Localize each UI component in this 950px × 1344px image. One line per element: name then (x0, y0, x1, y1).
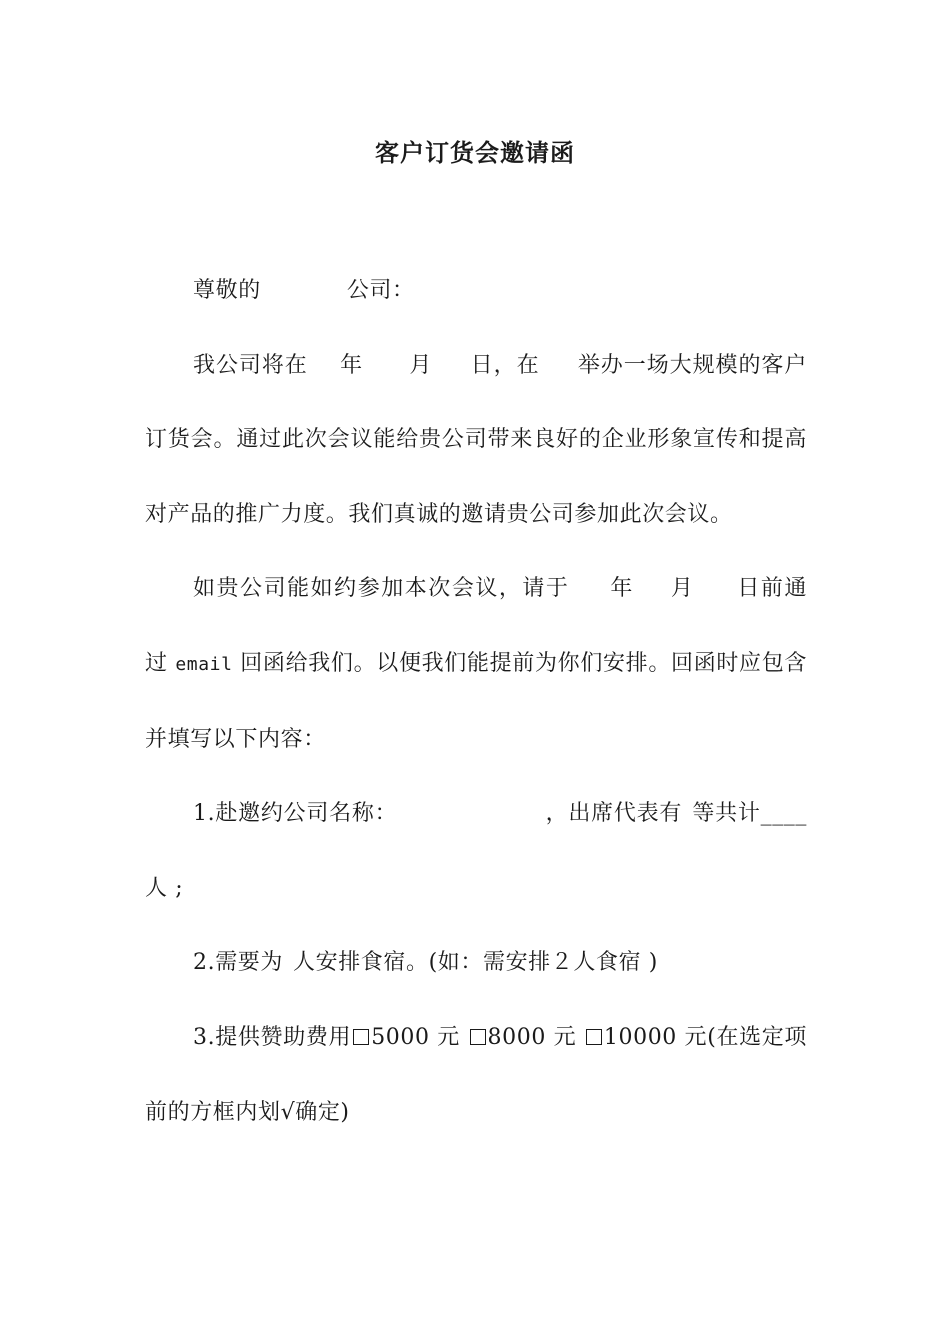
salutation-suffix: 公司： (346, 278, 415, 303)
p1-year-label: 年 (339, 352, 364, 378)
item2-text-a: 2.需要为 (193, 950, 283, 976)
document-body (145, 254, 807, 1150)
list-item-1 (145, 777, 807, 926)
checkbox-5000[interactable] (353, 1029, 369, 1045)
salutation-prefix: 尊敬的 (193, 278, 261, 303)
item1-text-b: ，出席代表有 (545, 801, 683, 827)
p1-text-e: 举办一场大规模的客户订货会。通过此次会议能给贵公司带来良好的企业形象宣传和提高对产品的推广力度。我们真诚的邀请贵公司参加此次会议。 (145, 352, 807, 527)
item1-text-c: 等共计____人 ; (145, 801, 807, 901)
option-10000-label: 10000 元 (603, 1024, 708, 1050)
p2-day-label: 日前通过 (145, 576, 807, 676)
list-item-3 (145, 1001, 807, 1150)
option-8000-label: 8000 元 (487, 1024, 577, 1050)
item3-text-a: 3.提供赞助费用 (193, 1024, 352, 1050)
p2-text-e: 回函给我们。以便我们能提前为你们安排。回函时应包含并填写以下内容： (145, 650, 807, 752)
email-word: email (175, 653, 233, 675)
p2-year-label: 年 (609, 576, 634, 602)
checkbox-10000[interactable] (586, 1029, 602, 1045)
paragraph-reply-info (145, 552, 807, 777)
p2-month-label: 月 (669, 576, 695, 602)
p1-text-a: 我公司将在 (193, 352, 308, 378)
p1-month-label: 月 (409, 352, 433, 378)
item1-text-a: 1.赴邀约公司名称： (193, 801, 398, 827)
item3-text-b: (在选定项前的方框内划√确定) (145, 1024, 808, 1125)
p2-text-a: 如贵公司能如约参加本次会议，请于 (193, 576, 570, 602)
item2-text-b: 人安排食宿。(如：需安排２人食宿 ) (293, 950, 658, 976)
paragraph-meeting-info (145, 329, 807, 553)
checkbox-8000[interactable] (470, 1029, 486, 1045)
option-5000-label: 5000 元 (371, 1024, 460, 1050)
p1-day-label: 日，在 (470, 352, 540, 378)
salutation (145, 254, 807, 329)
document-title: 客户订货会邀请函 (375, 138, 575, 167)
list-item-2 (145, 926, 807, 1001)
